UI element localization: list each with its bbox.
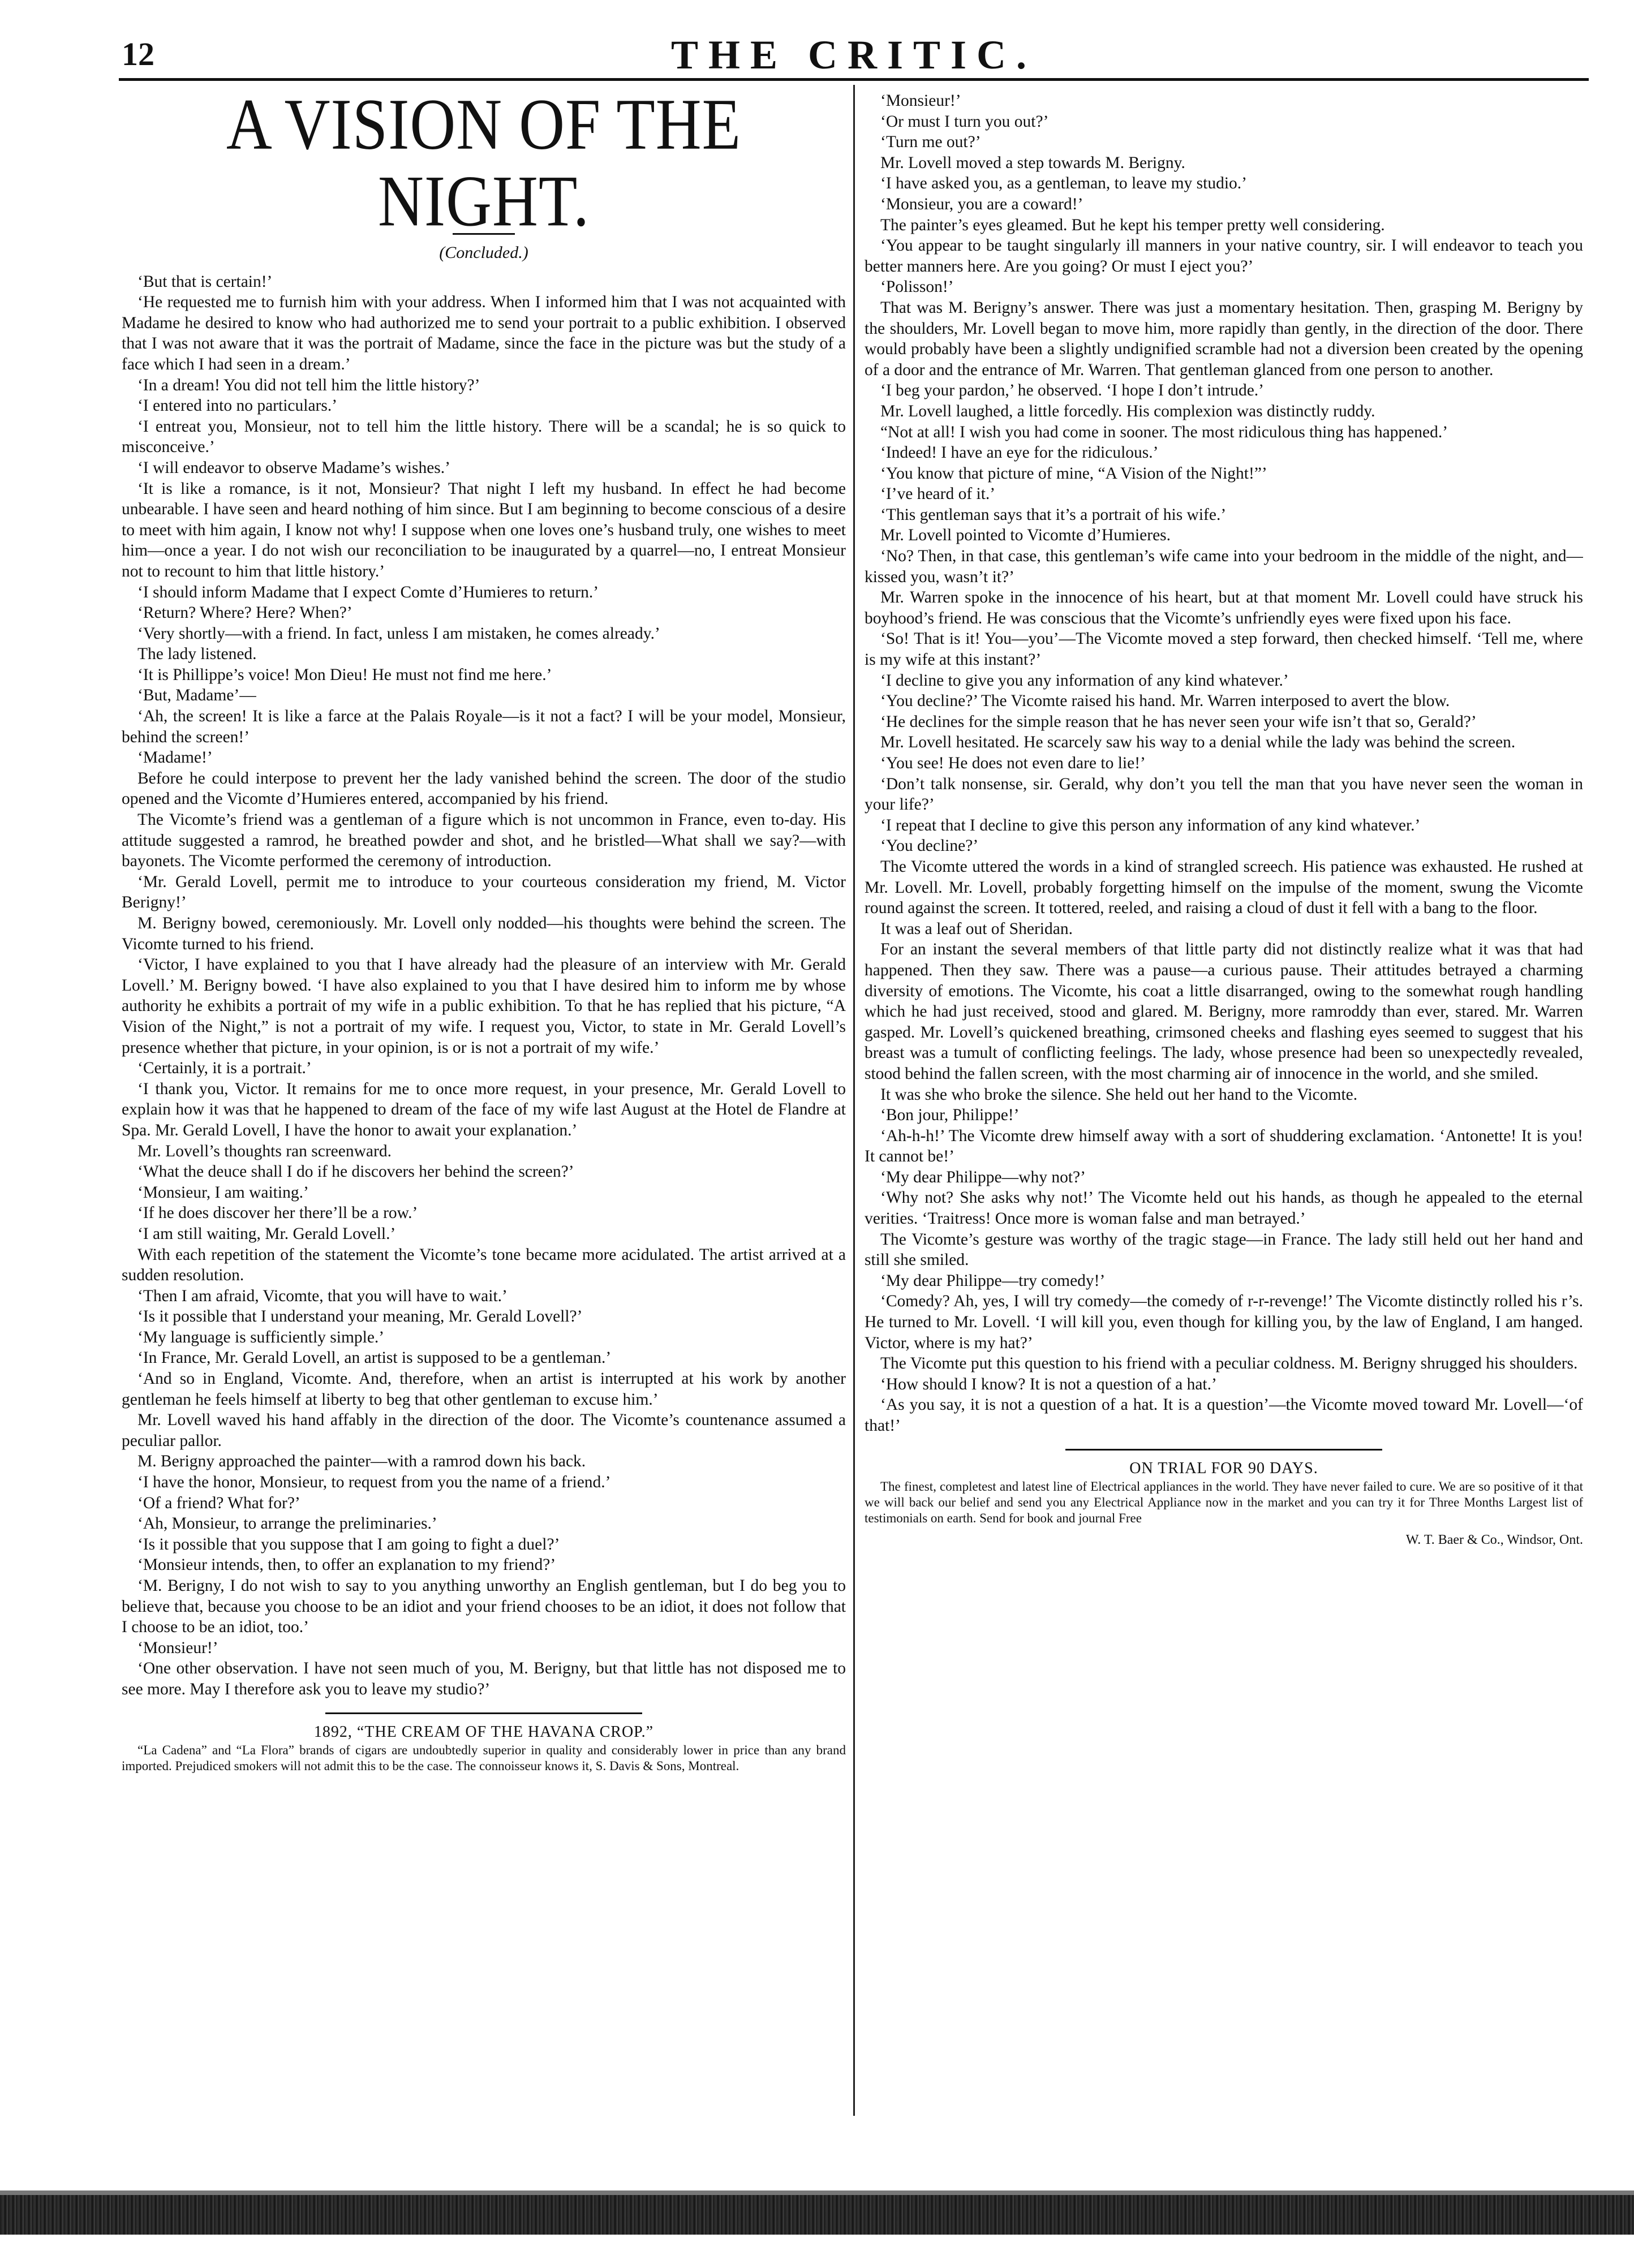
paragraph: ‘Turn me out?’ — [880, 133, 981, 152]
paragraph: ‘Why not? She asks why not!’ The Vicomte held out his hands, as though he appealed to the eternal verities. ‘Traitress! Once more is woman false and man betrayed.’ — [865, 1189, 1583, 1228]
paragraph: ‘I decline to give you any information of any kind whatever.’ — [880, 671, 1289, 690]
paragraph: Mr. Lovell’s thoughts ran screenward. — [137, 1142, 392, 1160]
paragraph: The Vicomte uttered the words in a kind of strangled screech. His patience was exhausted. He rushed at Mr. Lovell. Mr. Lovell, probably forgetting himself on the impulse of the moment, swung the Vicomte round against the screen. It tottered, reeled, and raising a cloud of dust it fell with a bang to the floor. — [865, 857, 1583, 918]
left-column — [122, 91, 846, 2110]
paragraph: ‘Madame!’ — [137, 748, 213, 767]
paragraph: ‘My language is sufficiently simple.’ — [137, 1328, 385, 1346]
ad-rule — [1065, 1449, 1382, 1451]
paragraph: ‘In a dream! You did not tell him the little history?’ — [137, 376, 480, 394]
paragraph: That was M. Berigny’s answer. There was just a momentary hesitation. Then, grasping M. Berigny by the shoulders, Mr. Lovell began to move him, more rapidly than gently, in the direction of the door. There would probably have been a slightly undignified scramble had not a diversion been created by the opening of a door and the entrance of Mr. Warren. That gentleman glanced from one person to another. — [865, 298, 1583, 379]
paragraph: ‘Of a friend? What for?’ — [137, 1494, 300, 1512]
paragraph: ‘Or must I turn you out?’ — [880, 112, 1049, 131]
paragraph: M. Berigny approached the painter—with a ramrod down his back. — [137, 1452, 586, 1471]
paragraph: ‘My dear Philippe—why not?’ — [880, 1168, 1086, 1186]
paragraph: ‘Monsieur, you are a coward!’ — [880, 195, 1083, 213]
paragraph: ‘Certainly, it is a portrait.’ — [137, 1059, 312, 1078]
paragraph: ‘You appear to be taught singularly ill manners in your native country, sir. I will endeavor to teach you better manners here. Are you going? Or must I eject you?’ — [865, 236, 1583, 276]
paragraph: Mr. Lovell pointed to Vicomte d’Humieres. — [880, 526, 1171, 545]
paragraph: ‘My dear Philippe—try comedy!’ — [880, 1271, 1106, 1290]
paragraph: ‘Don’t talk nonsense, sir. Gerald, why don’t you tell the man that you have never seen the woman in your life?’ — [865, 774, 1583, 814]
paragraph: ‘I have the honor, Monsieur, to request from you the name of a friend.’ — [137, 1473, 611, 1492]
paragraph: ‘Then I am afraid, Vicomte, that you will have to wait.’ — [137, 1286, 508, 1305]
article-title: A VISION OF THE NIGHT. — [226, 91, 742, 242]
paragraph: The Vicomte’s friend was a gentleman of a figure which is not uncommon in France, even to-day. His attitude suggested a ramrod, he breathed powder and shot, and he bristled—What shall we say?—with bayonets. The Vicomte performed the ceremony of introduction. — [122, 811, 846, 871]
paragraph: Before he could interpose to prevent her the lady vanished behind the screen. The door of the studio opened and the Vicomte d’Humieres entered, accompanied by his friend. — [122, 769, 846, 808]
paragraph: ‘You know that picture of mine, “A Vision of the Night!”’ — [880, 464, 1267, 483]
paragraph: The painter’s eyes gleamed. But he kept his temper pretty well considering. — [880, 216, 1385, 234]
paragraph: ‘Return? Where? Here? When?’ — [137, 604, 352, 622]
electric-ad-text: The finest, completest and latest line of Electrical appliances in the world. They have never failed to cure. We are so positive of it that we will back our belief and send you any Electrical Appliance now in the market and you can try it for Three Months Largest list of testimonials on earth. Send for book and journal Free — [865, 1479, 1583, 1526]
paragraph: ‘Ah, Monsieur, to arrange the preliminaries.’ — [137, 1514, 437, 1533]
page-number: 12 — [122, 36, 154, 72]
paragraph: ‘Bon jour, Philippe!’ — [880, 1106, 1020, 1125]
paragraph: ‘Polisson!’ — [880, 278, 954, 296]
paragraph: ‘And so in England, Vicomte. And, therefore, when an artist is interrupted at his work by another gentleman he feels himself at liberty to beg that other gentleman to excuse him.’ — [122, 1370, 846, 1409]
header-rule — [119, 78, 1589, 81]
paragraph: ‘Ah-h-h!’ The Vicomte drew himself away with a sort of shuddering exclamation. ‘Antonette! It is you! It cannot be!’ — [865, 1126, 1583, 1166]
paragraph: ‘How should I know? It is not a question of a hat.’ — [880, 1375, 1217, 1393]
paragraph: Mr. Warren spoke in the innocence of his heart, but at that moment Mr. Lovell could have struck his boyhood’s friend. He was conscious that the Vicomte’s unfriendly eyes were fixed upon his face. — [865, 588, 1583, 627]
electric-ad-signature: W. T. Baer & Co., Windsor, Ont. — [1405, 1533, 1583, 1548]
article-subtitle: (Concluded.) — [439, 243, 528, 262]
paragraph: ‘M. Berigny, I do not wish to say to you anything unworthy an English gentleman, but I do beg you to believe that, because you choose to be an idiot and your friend chooses to be an idiot, it does not follow that I choose to be an idiot, too.’ — [122, 1577, 846, 1637]
paragraph: Mr. Lovell moved a step towards M. Berigny. — [880, 153, 1185, 172]
paragraph: ‘I will endeavor to observe Madame’s wishes.’ — [137, 458, 450, 477]
paragraph: For an instant the several members of that little party did not distinctly realize what it was that had happened. Then they saw. There was a pause—a curious pause. Their attitudes betrayed a charming diversity of emotions. The Vicomte, his coat a little disarranged, owing to the somewhat rough handling which he had just received, stood and glared. M. Berigny, more ramroddy than ever, stared. Mr. Warren gasped. Mr. Lovell’s quickened breathing, crimsoned cheeks and flashing eyes seemed to suggest that his breast was a tumult of conflicting feelings. The lady, whose presence had been so unexpectedly revealed, stood behind the fallen screen, with the most charming air of innocence in the world, and she smiled. — [865, 940, 1583, 1083]
cigar-ad-text: “La Cadena” and “La Flora” brands of cigars are undoubtedly superior in quality and considerably lower in price than any brand imported. Prejudiced smokers will not admit this to be the case. The connoisseur knows it, S. Davis & Sons, Montreal. — [122, 1743, 846, 1774]
electric-ad-title: ON TRIAL FOR 90 DAYS. — [1129, 1459, 1318, 1477]
paragraph: ‘Monsieur, I am waiting.’ — [137, 1183, 309, 1202]
paragraph: ‘Is it possible that I understand your meaning, Mr. Gerald Lovell?’ — [137, 1307, 583, 1326]
paragraph: ‘I beg your pardon,’ he observed. ‘I hope I don’t intrude.’ — [880, 381, 1265, 400]
paragraph: ‘I should inform Madame that I expect Comte d’Humieres to return.’ — [137, 583, 599, 601]
paragraph: The lady listened. — [137, 645, 257, 664]
paragraph: “Not at all! I wish you had come in sooner. The most ridiculous thing has happened.’ — [880, 423, 1448, 441]
paragraph: The Vicomte put this question to his friend with a peculiar coldness. M. Berigny shrugged his shoulders. — [880, 1354, 1578, 1373]
scan-bottom-band — [0, 2195, 1634, 2235]
right-column-text — [865, 91, 1583, 1436]
left-column-text — [122, 272, 846, 1700]
paragraph: ‘You decline?’ The Vicomte raised his hand. Mr. Warren interposed to avert the blow. — [880, 692, 1450, 711]
paragraph: ‘You decline?’ — [880, 837, 979, 855]
masthead: THE CRITIC. — [670, 32, 1037, 78]
paragraph: ‘Monsieur!’ — [137, 1638, 218, 1657]
paragraph: With each repetition of the statement the Vicomte’s tone became more acidulated. The artist arrived at a sudden resolution. — [122, 1245, 846, 1285]
cigar-ad-title: 1892, “THE CREAM OF THE HAVANA CROP.” — [313, 1723, 654, 1741]
paragraph: ‘Comedy? Ah, yes, I will try comedy—the comedy of r-r-revenge!’ The Vicomte distinctly rolled his r’s. He turned to Mr. Lovell. ‘I will kill you, even though for killing you, by the law of England, I am hanged. Victor, where is my hat?’ — [865, 1292, 1583, 1352]
paragraph: ‘Mr. Gerald Lovell, permit me to introduce to your courteous consideration my friend, M. Victor Berigny!’ — [122, 872, 846, 912]
column-divider — [853, 85, 855, 2116]
paragraph: ‘I have asked you, as a gentleman, to leave my studio.’ — [880, 174, 1247, 193]
paragraph: ‘I’ve heard of it.’ — [880, 485, 996, 503]
paragraph: ‘I entreat you, Monsieur, not to tell him the little history. There will be a scandal; he is so quick to misconceive.’ — [122, 417, 846, 457]
paragraph: Mr. Lovell laughed, a little forcedly. His complexion was distinctly ruddy. — [880, 402, 1375, 420]
paragraph: The Vicomte’s gesture was worthy of the tragic stage—in France. The lady still held out her hand and still she smiled. — [865, 1230, 1583, 1269]
ad-rule — [325, 1712, 642, 1714]
paragraph: It was she who broke the silence. She held out her hand to the Vicomte. — [880, 1085, 1358, 1104]
paragraph: ‘If he does discover her there’ll be a row.’ — [137, 1204, 418, 1223]
paragraph: ‘Ah, the screen! It is like a farce at the Palais Royale—is it not a fact? I will be your model, Monsieur, behind the screen!’ — [122, 707, 846, 746]
paragraph: ‘Is it possible that you suppose that I am going to fight a duel?’ — [137, 1535, 560, 1553]
paragraph: ‘As you say, it is not a question of a hat. It is a question’—the Vicomte moved toward Mr. Lovell—‘of that!’ — [865, 1396, 1583, 1435]
paragraph: ‘Monsieur!’ — [880, 92, 961, 110]
paragraph: ‘So! That is it! You—you’—The Vicomte moved a step forward, then checked himself. ‘Tell me, where is my wife at this instant?’ — [865, 630, 1583, 669]
paragraph: ‘You see! He does not even dare to lie!’ — [880, 754, 1146, 772]
paragraph: ‘But that is certain!’ — [137, 272, 273, 291]
paragraph: M. Berigny bowed, ceremoniously. Mr. Lovell only nodded—his thoughts were behind the screen. The Vicomte turned to his friend. — [122, 914, 846, 953]
paragraph: ‘One other observation. I have not seen much of you, M. Berigny, but that little has not disposed me to see more. May I therefore ask you to leave my studio?’ — [122, 1659, 846, 1698]
paragraph: ‘He requested me to furnish him with your address. When I informed him that I was not acquainted with Madame he desired to know who had authorized me to send your portrait to a public exhibition. I observed that I was not aware that it was the portrait of Madame, since the face in the picture was but the study of a face which I had seen in a dream.’ — [122, 293, 846, 373]
paragraph: ‘I thank you, Victor. It remains for me to once more request, in your presence, Mr. Gerald Lovell to explain how it was that he happened to dream of the face of my wife last August at the Hotel de Flandre at Spa. Mr. Gerald Lovell, I have the honor to await your explanation.’ — [122, 1079, 846, 1139]
paragraph: ‘It is Phillippe’s voice! Mon Dieu! He must not find me here.’ — [137, 665, 552, 684]
paragraph: ‘Victor, I have explained to you that I have already had the pleasure of an interview with Mr. Gerald Lovell.’ M. Berigny bowed. ‘I have also explained to you that I have desired him to inform me by whose authority he exhibits a portrait of my wife in a public exhibition. To that he has replied that his picture, “A Vision of the Night,” is not a portrait of my wife. I request you, Victor, to state in Mr. Gerald Lovell’s presence whether that picture, in your opinion, is or is not a portrait of my wife.’ — [122, 956, 846, 1057]
paragraph: ‘What the deuce shall I do if he discovers her behind the screen?’ — [137, 1163, 574, 1181]
paragraph: ‘He declines for the simple reason that he has never seen your wife isn’t that so, Gerald?’ — [880, 712, 1477, 731]
paragraph: Mr. Lovell waved his hand affably in the direction of the door. The Vicomte’s countenance assumed a peculiar pallor. — [122, 1411, 846, 1450]
paragraph: ‘I repeat that I decline to give this person any information of any kind whatever.’ — [880, 816, 1421, 834]
paragraph: ‘No? Then, in that case, this gentleman’s wife came into your bedroom in the middle of the night, and—kissed you, wasn’t it?’ — [865, 547, 1583, 586]
paragraph: ‘This gentleman says that it’s a portrait of his wife.’ — [880, 505, 1227, 524]
paragraph: ‘But, Madame’— — [137, 686, 256, 705]
paragraph: ‘Very shortly—with a friend. In fact, unless I am mistaken, he comes already.’ — [137, 624, 660, 643]
paragraph: ‘It is like a romance, is it not, Monsieur? That night I left my husband. In effect he had become unbearable. I have seen and heard nothing of him since. But I am beginning to become conscious of a desire to meet with him again, I know not why! I suppose when one loves one’s husband truly, one wishes to meet him—once a year. I do not wish our reconciliation to be inaugurated by a quarrel—no, I entreat Monsieur not to recount to him that little history.’ — [122, 479, 846, 580]
right-column — [865, 91, 1583, 2110]
paragraph: ‘I entered into no particulars.’ — [137, 397, 338, 415]
paragraph: ‘Indeed! I have an eye for the ridiculous.’ — [880, 444, 1159, 462]
paragraph: ‘Monsieur intends, then, to offer an explanation to my friend?’ — [137, 1556, 556, 1574]
paragraph: ‘In France, Mr. Gerald Lovell, an artist is supposed to be a gentleman.’ — [137, 1349, 612, 1367]
paragraph: Mr. Lovell hesitated. He scarcely saw his way to a denial while the lady was behind the screen. — [880, 733, 1516, 752]
paragraph: ‘I am still waiting, Mr. Gerald Lovell.’ — [137, 1224, 396, 1243]
paragraph: It was a leaf out of Sheridan. — [880, 919, 1073, 938]
